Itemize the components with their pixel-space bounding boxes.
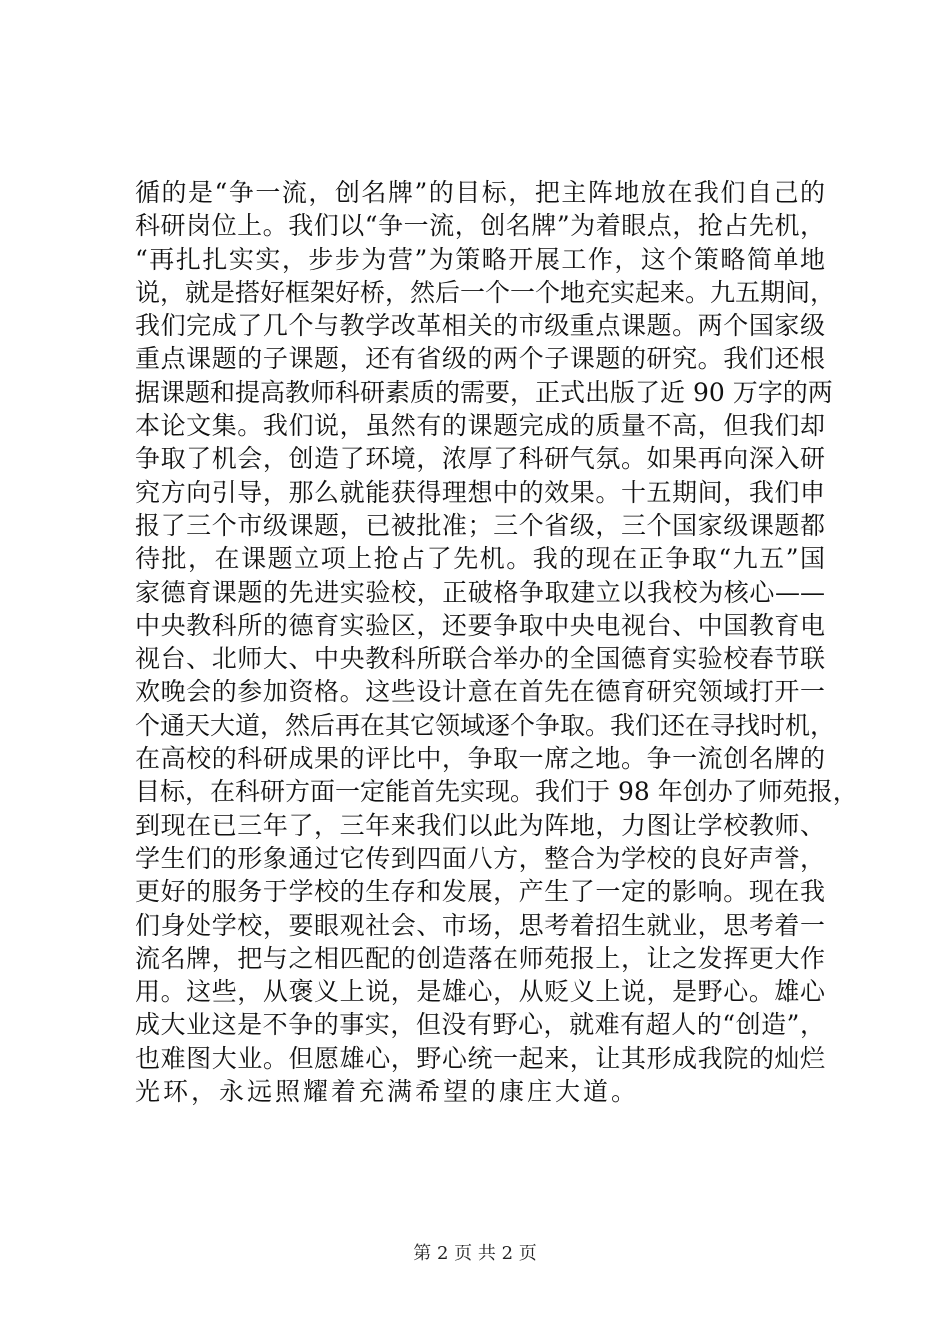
text-line: 们身处学校，要眼观社会、市场，思考着招生就业，思考着一	[135, 910, 825, 940]
text-line: 究方向引导，那么就能获得理想中的效果。十五期间，我们申	[135, 477, 825, 507]
text-line: 更好的服务于学校的生存和发展，产生了一定的影响。现在我	[135, 877, 825, 907]
text-line-last: 光环，永远照耀着充满希望的康庄大道。	[135, 1077, 640, 1107]
text-line: 重点课题的子课题，还有省级的两个子课题的研究。我们还根	[135, 344, 825, 374]
text-line: 说，就是搭好框架好桥，然后一个一个地充实起来。九五期间，	[135, 277, 836, 307]
text-line: 学生们的形象通过它传到四面八方，整合为学校的良好声誉，	[135, 843, 825, 873]
page-number-footer: 第 2 页 共 2 页	[413, 1243, 537, 1264]
text-line: 循的是“争一流，创名牌”的目标，把主阵地放在我们自己的	[135, 178, 825, 207]
text-line: 科研岗位上。我们以“争一流，创名牌”为着眼点，抢占先机，	[135, 211, 825, 241]
text-line: 用。这些，从褒义上说，是雄心，从贬义上说，是野心。雄心	[135, 977, 825, 1007]
text-line: 我们完成了几个与教学改革相关的市级重点课题。两个国家级	[135, 311, 825, 341]
body-paragraph	[135, 176, 858, 1108]
text-line: 待批，在课题立项上抢占了先机。我的现在正争取“九五”国	[135, 544, 825, 574]
text-line: 据课题和提高教师科研素质的需要，正式出版了近 90 万字的两	[135, 377, 833, 407]
text-line: 成大业这是不争的事实，但没有野心，就难有超人的“创造”，	[135, 1010, 825, 1040]
text-line: 也难图大业。但愿雄心，野心统一起来，让其形成我院的灿烂	[135, 1043, 825, 1073]
text-line: 到现在已三年了，三年来我们以此为阵地，力图让学校教师、	[135, 810, 825, 840]
text-line: 视台、北师大、中央教科所联合举办的全国德育实验校春节联	[135, 644, 825, 674]
text-line: 争取了机会，创造了环境，浓厚了科研气氛。如果再向深入研	[135, 444, 825, 474]
text-line: “再扎扎实实，步步为营”为策略开展工作，这个策略简单地	[135, 244, 825, 274]
text-line: 欢晚会的参加资格。这些设计意在首先在德育研究领域打开一	[135, 677, 825, 707]
text-line: 个通天大道，然后再在其它领域逐个争取。我们还在寻找时机，	[135, 710, 836, 740]
text-line: 流名牌，把与之相匹配的创造落在师苑报上，让之发挥更大作	[135, 943, 825, 973]
text-line: 家德育课题的先进实验校，正破格争取建立以我校为核心——	[135, 577, 825, 607]
text-line: 中央教科所的德育实验区，还要争取中央电视台、中国教育电	[135, 610, 825, 640]
text-line: 报了三个市级课题，已被批准；三个省级，三个国家级课题都	[135, 510, 825, 540]
text-line: 在高校的科研成果的评比中，争取一席之地。争一流创名牌的	[135, 744, 825, 774]
text-line: 目标，在科研方面一定能首先实现。我们于 98 年创办了师苑报，	[135, 777, 858, 807]
text-line: 本论文集。我们说，虽然有的课题完成的质量不高，但我们却	[135, 411, 825, 441]
